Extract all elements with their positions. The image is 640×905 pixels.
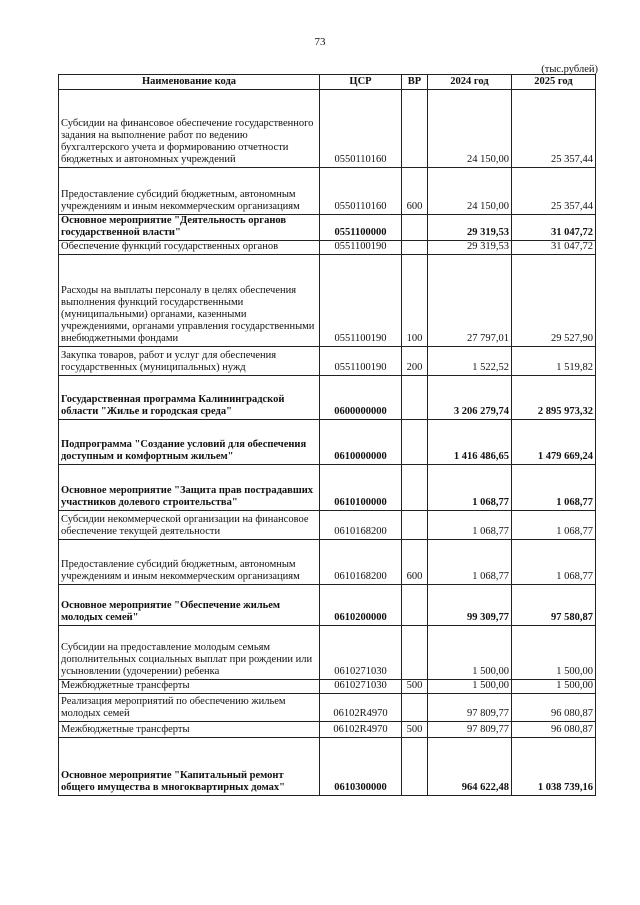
row-2024-cell: 97 809,77 (428, 722, 512, 738)
row-name-cell: Основное мероприятие "Обеспечение жильем молодых семей" (59, 585, 320, 626)
table-row (59, 694, 596, 722)
row-2024-cell: 1 522,52 (428, 347, 512, 376)
row-2024-cell: 27 797,01 (428, 255, 512, 347)
table-row (59, 511, 596, 540)
row-2024-cell: 24 150,00 (428, 168, 512, 215)
row-name-cell: Субсидии на предоставление молодым семьям дополнительных социальных выплат при рождении или усыновлении (удочерении) ребенка (59, 626, 320, 680)
row-2025-cell: 25 357,44 (512, 90, 596, 168)
table-row (59, 215, 596, 241)
table-row (59, 465, 596, 511)
row-2025-cell: 1 479 669,24 (512, 420, 596, 465)
row-2025-cell: 1 519,82 (512, 347, 596, 376)
row-csr-cell: 06102R4970 (320, 722, 402, 738)
row-name-cell: Государственная программа Калининградской области "Жилье и городская среда" (59, 376, 320, 420)
row-csr-cell: 0610271030 (320, 626, 402, 680)
row-csr-cell: 0610100000 (320, 465, 402, 511)
row-vr-cell (402, 215, 428, 241)
row-2024-cell: 29 319,53 (428, 215, 512, 241)
row-name-cell: Межбюджетные трансферты (59, 680, 320, 694)
budget-table (58, 74, 596, 796)
row-vr-cell (402, 420, 428, 465)
row-vr-cell (402, 465, 428, 511)
row-vr-cell (402, 511, 428, 540)
row-csr-cell: 06102R4970 (320, 694, 402, 722)
row-vr-cell: 600 (402, 540, 428, 585)
table-header-row (59, 75, 596, 90)
row-csr-cell: 0610168200 (320, 511, 402, 540)
row-name-cell: Расходы на выплаты персоналу в целях обеспечения выполнения функций государственными (муниципальными) органами, казенными учреждениями, органами управления государственными внебюджетными фондами (59, 255, 320, 347)
col-header-name: Наименование кода (59, 75, 320, 90)
row-csr-cell: 0550110160 (320, 90, 402, 168)
table-row (59, 376, 596, 420)
row-vr-cell (402, 738, 428, 796)
row-csr-cell: 0610000000 (320, 420, 402, 465)
row-2025-cell: 29 527,90 (512, 255, 596, 347)
row-2025-cell: 31 047,72 (512, 215, 596, 241)
row-2025-cell: 1 068,77 (512, 465, 596, 511)
row-2024-cell: 1 500,00 (428, 626, 512, 680)
col-header-csr: ЦСР (320, 75, 402, 90)
table-row (59, 626, 596, 680)
row-vr-cell: 200 (402, 347, 428, 376)
row-2025-cell: 1 068,77 (512, 540, 596, 585)
row-name-cell: Основное мероприятие "Деятельность органов государственной власти" (59, 215, 320, 241)
row-2025-cell: 96 080,87 (512, 722, 596, 738)
row-vr-cell (402, 90, 428, 168)
row-name-cell: Основное мероприятие "Капитальный ремонт общего имущества в многоквартирных домах" (59, 738, 320, 796)
row-2025-cell: 97 580,87 (512, 585, 596, 626)
row-2024-cell: 1 068,77 (428, 540, 512, 585)
row-2024-cell: 1 068,77 (428, 511, 512, 540)
table-row (59, 738, 596, 796)
row-vr-cell (402, 585, 428, 626)
row-2024-cell: 1 500,00 (428, 680, 512, 694)
row-2025-cell: 1 500,00 (512, 680, 596, 694)
row-2024-cell: 1 416 486,65 (428, 420, 512, 465)
row-name-cell: Субсидии на финансовое обеспечение государственного задания на выполнение работ по ведению бухгалтерского учета и формированию отчетности бюджетных и автономных учреждений (59, 90, 320, 168)
row-2025-cell: 1 068,77 (512, 511, 596, 540)
col-header-vr: ВР (402, 75, 428, 90)
row-vr-cell (402, 626, 428, 680)
row-2025-cell: 2 895 973,32 (512, 376, 596, 420)
row-vr-cell: 100 (402, 255, 428, 347)
row-vr-cell (402, 376, 428, 420)
table-row (59, 255, 596, 347)
table-row (59, 722, 596, 738)
row-name-cell: Субсидии некоммерческой организации на финансовое обеспечение текущей деятельности (59, 511, 320, 540)
row-csr-cell: 0551100190 (320, 255, 402, 347)
row-csr-cell: 0610300000 (320, 738, 402, 796)
page-number: 73 (314, 36, 326, 48)
table-row (59, 168, 596, 215)
row-name-cell: Подпрограмма "Создание условий для обеспечения доступным и комфортным жильем" (59, 420, 320, 465)
row-2025-cell: 1 038 739,16 (512, 738, 596, 796)
row-2024-cell: 97 809,77 (428, 694, 512, 722)
row-vr-cell: 500 (402, 680, 428, 694)
row-2024-cell: 964 622,48 (428, 738, 512, 796)
row-csr-cell: 0551100190 (320, 241, 402, 255)
row-csr-cell: 0610168200 (320, 540, 402, 585)
row-csr-cell: 0610200000 (320, 585, 402, 626)
units-note: (тыс.рублей) (541, 64, 598, 75)
row-name-cell: Реализация мероприятий по обеспечению жильем молодых семей (59, 694, 320, 722)
row-csr-cell: 0551100190 (320, 347, 402, 376)
row-vr-cell: 600 (402, 168, 428, 215)
table-row (59, 347, 596, 376)
row-2025-cell: 25 357,44 (512, 168, 596, 215)
row-name-cell: Закупка товаров, работ и услуг для обеспечения государственных (муниципальных) нужд (59, 347, 320, 376)
row-csr-cell: 0550110160 (320, 168, 402, 215)
table-row (59, 540, 596, 585)
table-row (59, 420, 596, 465)
row-2024-cell: 3 206 279,74 (428, 376, 512, 420)
row-name-cell: Межбюджетные трансферты (59, 722, 320, 738)
table-row (59, 90, 596, 168)
row-csr-cell: 0551100000 (320, 215, 402, 241)
row-2025-cell: 96 080,87 (512, 694, 596, 722)
col-header-2025: 2025 год (512, 75, 596, 90)
row-2025-cell: 31 047,72 (512, 241, 596, 255)
table-row (59, 680, 596, 694)
row-name-cell: Обеспечение функций государственных органов (59, 241, 320, 255)
row-vr-cell (402, 694, 428, 722)
row-vr-cell: 500 (402, 722, 428, 738)
row-name-cell: Предоставление субсидий бюджетным, автономным учреждениям и иным некоммерческим организациям (59, 540, 320, 585)
row-vr-cell (402, 241, 428, 255)
row-name-cell: Основное мероприятие "Защита прав пострадавших участников долевого строительства" (59, 465, 320, 511)
row-2025-cell: 1 500,00 (512, 626, 596, 680)
row-2024-cell: 24 150,00 (428, 90, 512, 168)
row-csr-cell: 0600000000 (320, 376, 402, 420)
row-name-cell: Предоставление субсидий бюджетным, автономным учреждениям и иным некоммерческим организациям (59, 168, 320, 215)
row-2024-cell: 1 068,77 (428, 465, 512, 511)
row-2024-cell: 99 309,77 (428, 585, 512, 626)
row-csr-cell: 0610271030 (320, 680, 402, 694)
col-header-2024: 2024 год (428, 75, 512, 90)
table-row (59, 241, 596, 255)
table-row (59, 585, 596, 626)
row-2024-cell: 29 319,53 (428, 241, 512, 255)
